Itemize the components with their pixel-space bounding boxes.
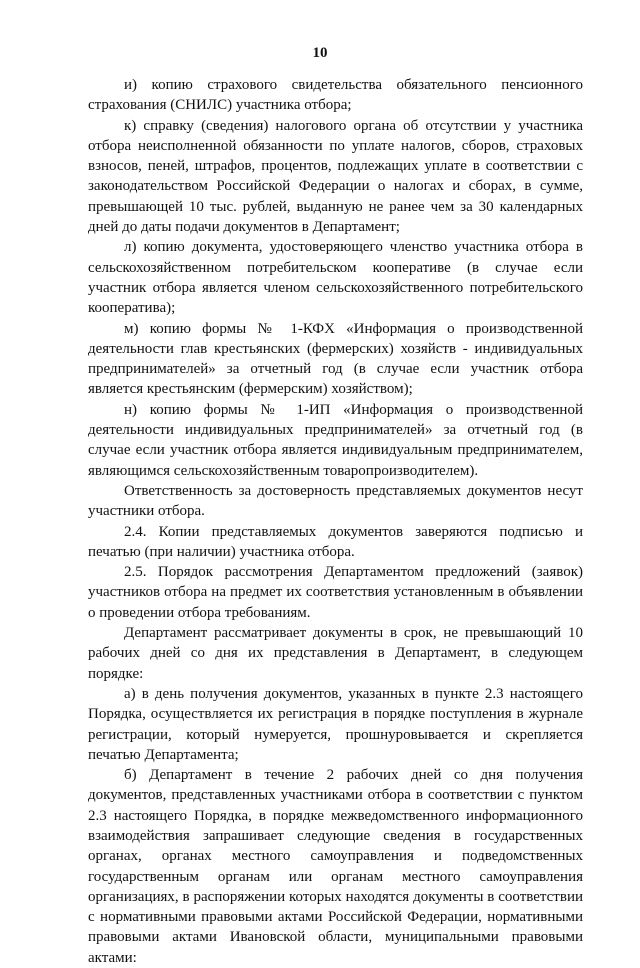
paragraph-b-interagency-request: б) Департамент в течение 2 рабочих дней со дня получения документов, представленных участниками отбора в соответствии с пунктом 2.3 настоящего Порядка, в порядке межведомственного информационного взаимодействия запрашивает следующие сведения в государственных органах, органах местного самоуправления и подведомственных государственным органам или органам местного самоуправления организациях, в распоряжении которых находятся документы в соответствии с нормативными правовыми актами Российской Федерации, нормативными правовыми актами Ивановской области, муниципальными правовыми актами: (88, 767, 583, 966)
paragraph-i-snils: и) копию страхового свидетельства обязательного пенсионного страхования (СНИЛС) участника отбора; (88, 77, 583, 114)
paragraph-a-registration: а) в день получения документов, указанных в пункте 2.3 настоящего Порядка, осуществляется их регистрация в порядке поступления в журнале регистрации, который нумеруется, прошнуровывается и скрепляется печатью Департамента; (88, 685, 583, 763)
paragraph-l-cooperative-membership: л) копию документа, удостоверяющего членство участника отбора в сельскохозяйственном потребительском кооперативе (в случае если участник отбора является членом сельскохозяйственного потребительского кооператива); (88, 239, 583, 317)
document-body (88, 75, 583, 968)
paragraph-2-5: 2.5. Порядок рассмотрения Департаментом предложений (заявок) участников отбора на предмет их соответствия установленным в объявлении о проведении отбора требованиям. (88, 564, 583, 621)
paragraph-review-term: Департамент рассматривает документы в срок, не превышающий 10 рабочих дней со дня их представления в Департамент, в следующем порядке: (88, 625, 583, 682)
paragraph-2-4: 2.4. Копии представляемых документов заверяются подписью и печатью (при наличии) участника отбора. (88, 523, 583, 560)
paragraph-n-form-1-ip: н) копию формы № 1-ИП «Информация о производственной деятельности индивидуальных предпринимателей» за отчетный год (в случае если участник отбора является индивидуальным предпринимателем, являющимся сельскохозяйственным товаропроизводителем). (88, 401, 583, 479)
paragraph-k-tax-certificate: к) справку (сведения) налогового органа об отсутствии у участника отбора неисполненной обязанности по уплате налогов, сборов, страховых взносов, пеней, штрафов, процентов, подлежащих уплате в соответствии с законодательством Российской Федерации о налогах и сборах, в сумме, превышающей 10 тыс. рублей, выданную не ранее чем за 30 календарных дней до даты подачи документов в Департамент; (88, 117, 583, 236)
paragraph-responsibility: Ответственность за достоверность представляемых документов несут участники отбора. (88, 482, 583, 520)
paragraph-m-form-1-kfh: м) копию формы № 1-КФХ «Информация о производственной деятельности глав крестьянских (фермерских) хозяйств - индивидуальных предпринимателей» за отчетный год (в случае если участник отбора является крестьянским (фермерским) хозяйством); (88, 320, 583, 398)
page-number: 10 (312, 45, 328, 61)
